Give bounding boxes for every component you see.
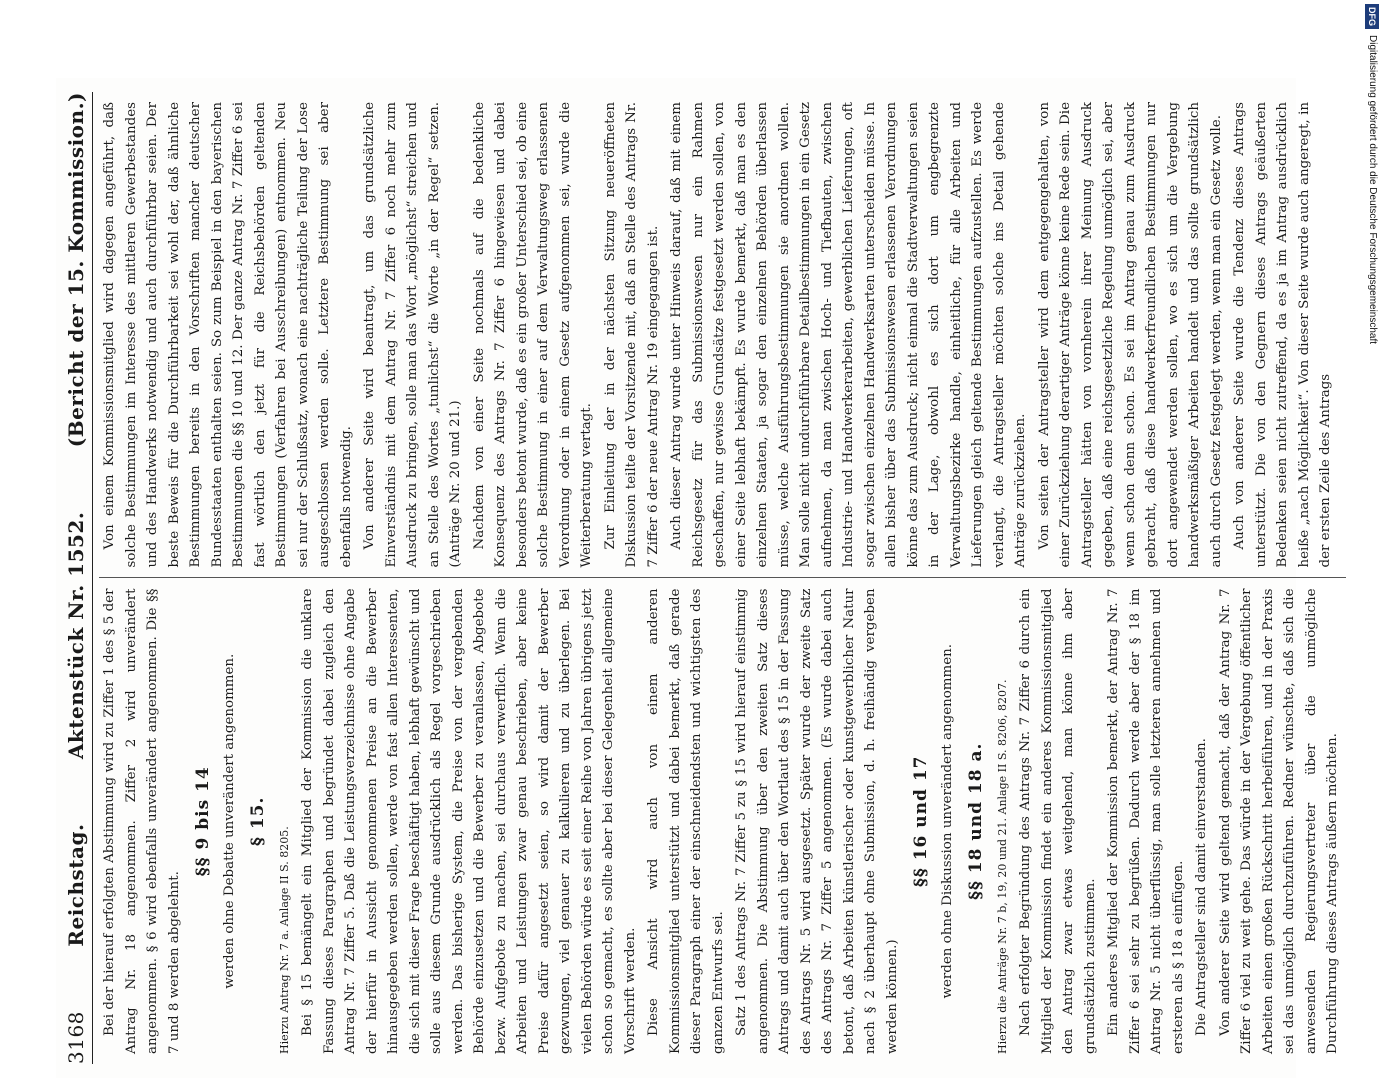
digitization-credit: Digitalisierung gefördert durch die Deutsche Forschungsgemeinschaft (1367, 35, 1378, 345)
reference-note: Hierzu die Anträge Nr. 7 b, 19, 20 und 21. Anlage II S. 8206, 8207. (995, 679, 1009, 1054)
page-header (64, 92, 93, 1064)
section-heading: §§ 16 und 17 (911, 755, 931, 887)
document-page (56, 78, 1340, 1078)
section-heading: § 15. (248, 796, 268, 846)
right-column (99, 92, 1346, 579)
dfg-logo: DFG (1365, 4, 1379, 29)
paragraph: Nachdem von einer Seite nochmals auf die bedenkliche Konsequenz des Antrags Nr. 7 Ziffer 6 hingewiesen und dabei besonders betont wurde, daß es ein großer Unterschied sei, ob eine solche Bestimmung in einer auf dem Verwaltungsweg erlassenen Verordnung oder in einem Gesetz aufgenommen sei, wurde die Weiterberatung vertagt. (471, 102, 594, 568)
paragraph: Bei der hierauf erfolgten Abstimmung wird zu Ziffer 1 des § 5 der Antrag Nr. 18 angenommen. Ziffer 2 wird unverändert angenommen. § 6 wird ebenfalls unverändert angenommen. Die §§ 7 und 8 werden abgelehnt. (102, 588, 182, 1054)
paragraph: Ein anderes Mitglied der Kommission bemerkt, der Antrag Nr. 7 Ziffer 6 sei sehr zu begrüßen. Dadurch werde aber der § 18 im Antrag Nr. 5 nicht überflüssig, man solle letzteren annehmen und ersteren als § 18 a einfügen. (1106, 588, 1186, 1054)
paragraph: Von seiten der Antragsteller wird dem entgegengehalten, von einer Zurückziehung derartiger Anträge könne keine Rede sein. Die Antragsteller hätten von vornherein ihrer Meinung Ausdruck gegeben, daß eine reichsgesetzliche Regelung unmöglich sei, aber wenn schon denn schon. Es sei im Antrag genau zum Ausdruck gebracht, daß diese handwerkerfreundlichen Bestimmungen nur dort angewendet werden sollen, wo es sich um die Vergebung handwerksmäßiger Arbeiten handelt und das sollte grundsätzlich auch durch Gesetz festgelegt werden, wenn man ein Gesetz wolle. (1036, 102, 1224, 568)
paragraph: Von einem Kommissionsmitglied wird dagegen angeführt, daß solche Bestimmungen im Interesse des mittleren Gewerbestandes und des Handwerks notwendig und auch durchführbar seien. Der beste Beweis für die Durchführbarkeit sei wohl der, daß ähnliche Bestimmungen bereits in den Vorschriften mancher deutscher Bundesstaaten enthalten seien. So zum Beispiel in den bayerischen Bestimmungen die §§ 10 und 12. Der ganze Antrag Nr. 7 Ziffer 6 sei fast wörtlich den jetzt für die Reichsbehörden geltenden Bestimmungen (Verfahren bei Ausschreibungen) entnommen. Neu sei nur der Schlußsatz, wonach eine nachträgliche Teilung der Lose ausgeschlossen werden solle. Letztere Bestimmung sei aber ebenfalls notwendig. (102, 102, 354, 568)
page-number: 3168 (64, 1011, 88, 1064)
header-left-title: Reichstag. (64, 823, 88, 947)
paragraph: Auch von anderer Seite wurde die Tendenz dieses Antrags unterstützt. Die von den Gegnern dieses Antrags geäußerten Bedenken seien nicht zutreffend, da es ja im Antrag ausdrücklich heiße „nach Möglichkeit“. Von dieser Seite wurde auch angeregt, in der ersten Zeile des Antrags (1232, 102, 1333, 568)
paragraph: Diese Ansicht wird auch von einem anderen Kommissionsmitglied unterstützt und dabei bemerkt, daß gerade dieser Paragraph einer der einschneidendsten und wichtigsten des ganzen Entwurfs sei. (646, 588, 726, 1054)
paragraph: Bei § 15 bemängelt ein Mitglied der Kommission die unklare Fassung dieses Paragraphen und begründet dabei zugleich den Antrag Nr. 7 Ziffer 5. Daß die Leistungsverzeichnisse ohne Angabe der hierfür in Aussicht genommenen Preise an die Bewerber hinausgegeben werden sollen, werde von fast allen Interessenten, die sich mit dieser Frage beschäftigt haben, lebhaft gewünscht und solle aus diesem Grunde ausdrücklich als Regel vorgeschrieben werden. Das bisherige System, die Preise von der vergebenden Behörde einzusetzen und die Bewerber zu veranlassen, Abgebote bezw. Aufgebote zu machen, sei durchaus verwerflich. Wenn die Arbeiten und Leistungen zwar genau beschrieben, aber keine Preise dafür angesetzt seien, so wird damit der Bewerber gezwungen, viel genauer zu kalkulieren und zu überlegen. Bei vielen Behörden würde es seit einer Reihe von Jahren übrigens jetzt schon so gemacht, es sollte aber bei dieser Gelegenheit allgemeine Vorschrift werden. (300, 588, 638, 1054)
paragraph: Von anderer Seite wird beantragt, um das grundsätzliche Einverständnis mit dem Antrag Nr. 7 Ziffer 6 noch mehr zum Ausdruck zu bringen, solle man das Wort „möglichst“ streichen und an Stelle des Wortes „tunlichst“ die Worte „in der Regel“ setzen. (Anträge Nr. 20 und 21.) (362, 102, 463, 568)
paragraph: Zur Einleitung der in der nächsten Sitzung neueröffneten Diskussion teilte der Vorsitzende mit, daß an Stelle des Antrags Nr. 7 Ziffer 6 der neue Antrag Nr. 19 eingegangen ist. (602, 102, 661, 568)
paragraph: Auch dieser Antrag wurde unter Hinweis darauf, daß mit einem Reichsgesetz für das Submissionswesen nur ein Rahmen geschaffen, nur gewisse Grundsätze festgesetzt werden sollen, von einer Seite lebhaft bekämpft. Es wurde bemerkt, daß man es den einzelnen Staaten, ja sogar den einzelnen Behörden überlassen müsse, welche Ausführungsbestimmungen sie anordnen wollen. Man solle nicht undurchführbare Detailbestimmungen in ein Gesetz aufnehmen, da man zwischen Hoch- und Tiefbauten, zwischen Industrie- und Handwerkerarbeiten, gewerblichen Lieferungen, oft sogar zwischen einzelnen Handwerksarten unterscheiden müsse. In allen bisher über das Submissionswesen erlassenen Verordnungen könne das zum Ausdruck; nicht einmal die Stadtverwaltungen seien in der Lage, obwohl es sich dort um engbegrenzte Verwaltungsbezirke handle, einheitliche, für alle Arbeiten und Lieferungen gleich geltende Bestimmungen aufzustellen. Es werde verlangt, die Antragsteller möchten solche ins Detail gehende Anträge zurückziehen. (669, 102, 1028, 568)
paragraph: Von anderer Seite wird geltend gemacht, daß der Antrag Nr. 7 Ziffer 6 viel zu weit gehe. Das würde in der Vergebung öffentlicher Arbeiten einen großen Rückschritt herbeiführen, und in der Praxis sei das unmöglich durchzuführen. Redner wünschte, daß sich die anwesenden Regierungsvertreter über die unmögliche Durchführung dieses Antrags äußern möchten. (1217, 588, 1340, 1054)
paragraph: Nach erfolgter Begründung des Antrags Nr. 7 Ziffer 6 durch ein Mitglied der Kommission findet ein anderes Kommissionsmitglied den Antrag zwar etwas weitgehend, man könne ihm aber grundsätzlich zustimmen. (1018, 588, 1098, 1054)
section-heading: §§ 18 und 18 a. (966, 742, 986, 900)
paragraph: Die Antragsteller sind damit einverstanden. (1194, 738, 1209, 1036)
section-heading: §§ 9 bis 14 (193, 766, 213, 877)
header-right-title: (Bericht der 15. Kommission.) (64, 92, 88, 448)
text-columns (99, 92, 1346, 1064)
digitization-note (1361, 4, 1383, 996)
left-column (99, 579, 1346, 1065)
header-center-title: Aktenstück Nr. 1552. (64, 511, 88, 760)
paragraph: Satz 1 des Antrags Nr. 7 Ziffer 5 zu § 15 wird hierauf einstimmig angenommen. Die Abstimmung über den zweiten Satz dieses Antrags und damit auch über den Wortlaut des § 15 in der Fassung des Antrags Nr. 5 wird ausgesetzt. Später wurde der zweite Satz des Antrags Nr. 7 Ziffer 5 angenommen. (Es wurde dabei auch betont, daß Arbeiten künstlerischer oder kunstgewerblicher Natur nach § 2 überhaupt ohne Submission, d. h. freihändig vergeben werden können.) (734, 588, 900, 1054)
reference-note: Hierzu Antrag Nr. 7 a. Anlage II S. 8205. (277, 826, 291, 1054)
paragraph: werden ohne Diskussion unverändert angenommen. (939, 643, 955, 999)
paragraph: werden ohne Debatte unverändert angenommen. (221, 653, 237, 989)
